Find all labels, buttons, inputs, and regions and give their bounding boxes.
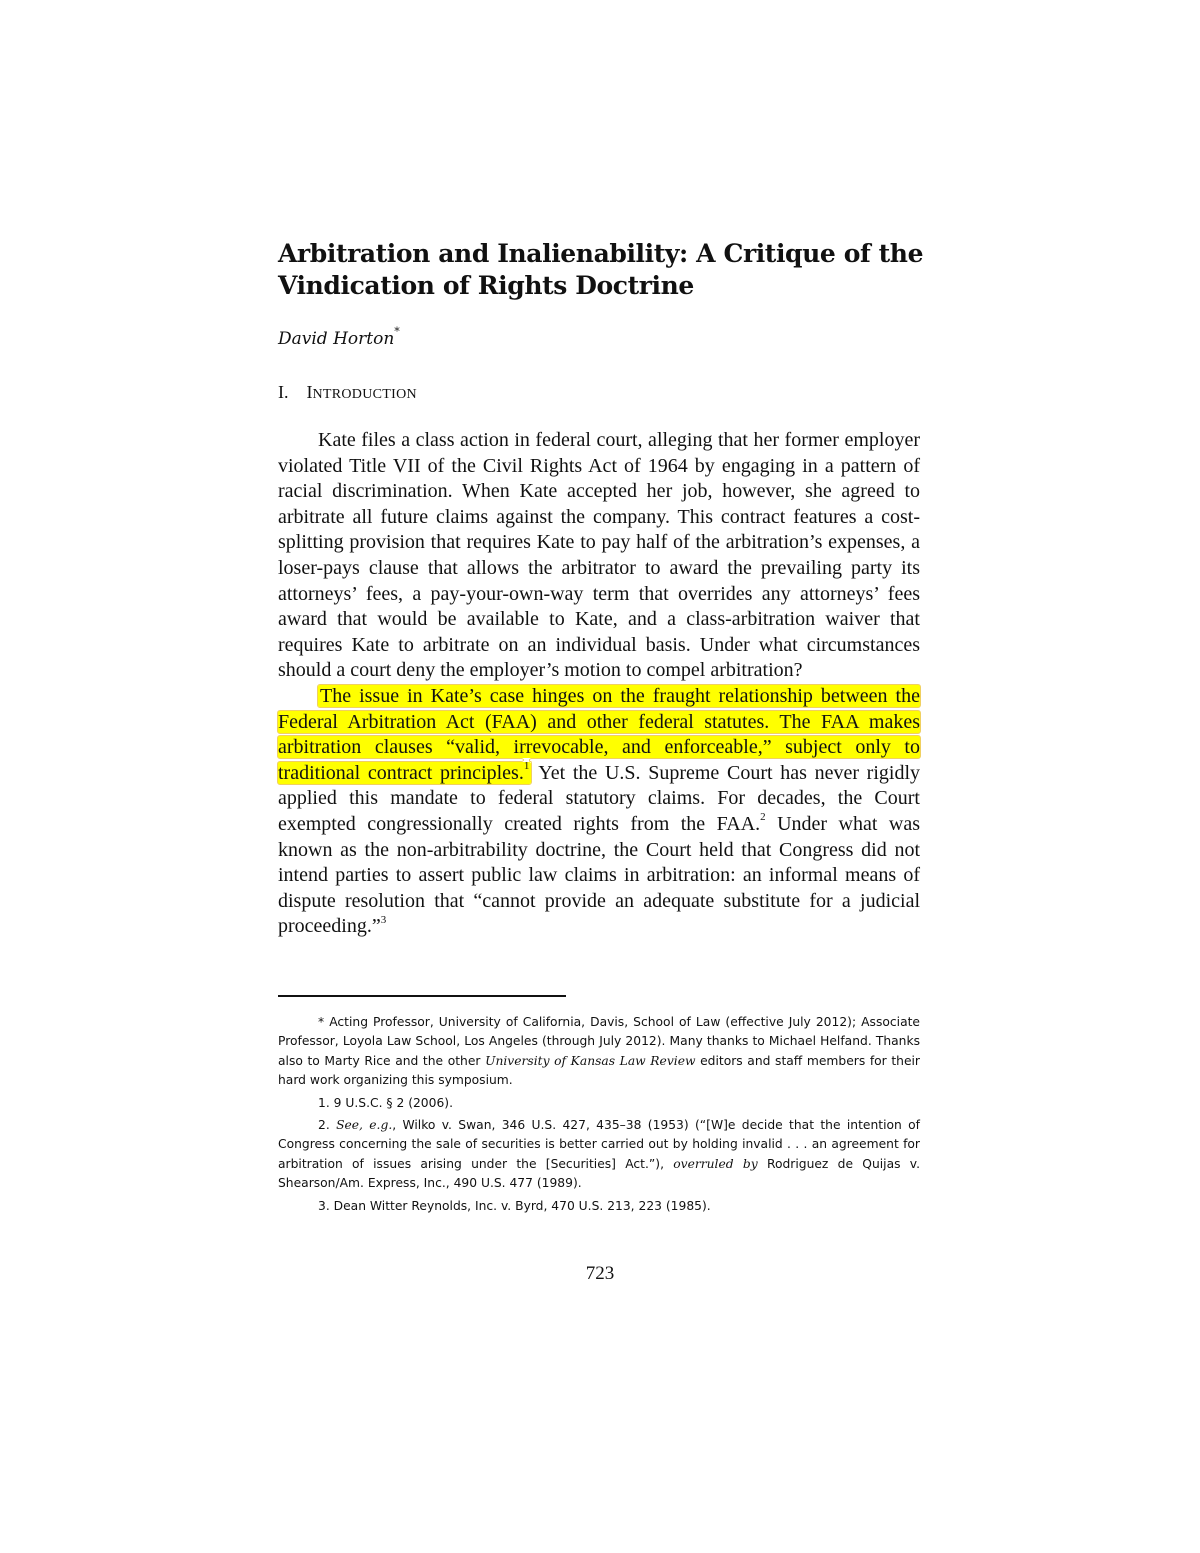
footnotes	[278, 1013, 920, 1219]
section-heading-initial: I	[306, 382, 313, 402]
author-name: David Horton	[278, 329, 395, 349]
paragraph-2	[278, 684, 920, 940]
section-number: I.	[278, 382, 289, 402]
footnote-2-end: Rodriguez de Quijas v. Shearson/Am. Express, Inc., 490 U.S. 477 (1989).	[278, 1156, 920, 1191]
footnote-star-journal: University of Kansas Law Review	[485, 1053, 696, 1068]
section-heading	[278, 380, 417, 407]
footnote-star	[278, 1013, 920, 1091]
footnote-ref-2: 2	[760, 811, 766, 824]
section-heading-rest: NTRODUCTION	[312, 387, 417, 402]
footnote-3: 3. Dean Witter Reynolds, Inc. v. Byrd, 470 U.S. 213, 223 (1985).	[318, 1198, 711, 1213]
page-number: 723	[585, 1263, 615, 1284]
paragraph-2-text-c: Under what was known as the non-arbitrability doctrine, the Court held that Congress did not intend parties to assert public law claims in arbitration: an informal means of dispute resolution that “cannot provide an adequate substitute for a judicial proceeding.”	[278, 812, 920, 938]
article-title: Arbitration and Inalienability: A Critique of the Vindication of Rights Doctrine	[278, 239, 924, 300]
footnote-1: 1. 9 U.S.C. § 2 (2006).	[318, 1095, 453, 1110]
footnote-2	[278, 1116, 920, 1194]
footnote-2-overruled: overruled by	[673, 1156, 758, 1171]
footnote-divider	[278, 995, 566, 997]
footnote-ref-1: 1	[523, 760, 530, 773]
paragraph-2-text-b: Yet the U.S. Supreme Court has never rigidly applied this mandate to federal statutory claims. For decades, the Court exempted congressionally created rights from the FAA.	[278, 761, 921, 835]
paragraph-1: Kate files a class action in federal court, alleging that her former employer violated Title VII of the Civil Rights Act of 1964 by engaging in a pattern of racial discrimination. When Kate accepted her job, however, she agreed to arbitrate all future claims against the company. This contract features a cost-splitting provision that requires Kate to pay half of the arbitration’s expenses, a loser-pays clause that allows the arbitrator to award the prevailing party its attorneys’ fees, a pay-your-own-way term that overrides any attorneys’ fees award that would be available to Kate, and a class-arbitration waiver that requires Kate to arbitrate on an individual basis. Under what circumstances should a court deny the employer’s motion to compel arbitration?	[278, 429, 920, 682]
footnote-ref-3: 3	[380, 913, 387, 926]
footnote-2-text: , Wilko v. Swan, 346 U.S. 427, 435–38 (1953) (“[W]e decide that the intention of Congress concerning the sale of securities is better carried out by holding invalid . . . an agreement for arbitration of issues arising under the [Securities] Act.”),	[278, 1118, 920, 1171]
highlighted-text: The issue in Kate’s case hinges on the fraught relationship between the Federal Arbitration Act (FAA) and other federal statutes. The FAA makes arbitration clauses “valid, irrevocable, and enforceable,” subject only to traditional contract principles.	[278, 684, 920, 784]
footnote-star-mark: *	[318, 1015, 325, 1029]
footnote-star-end: editors and staff members for their hard work organizing this symposium.	[278, 1053, 920, 1088]
author-footnote-mark: *	[394, 325, 400, 339]
footnote-2-signal: See, e.g.	[336, 1118, 393, 1133]
footnote-star-text: Acting Professor, University of California, Davis, School of Law (effective July 2012); Associate Professor, Loyola Law School, Los Angeles (through July 2012). Many thanks to Michael Helfand. Thanks also to Marty Rice and the other	[278, 1015, 920, 1068]
author-line	[278, 327, 400, 351]
body-text	[278, 428, 920, 940]
footnote-2-number: 2.	[318, 1118, 337, 1133]
